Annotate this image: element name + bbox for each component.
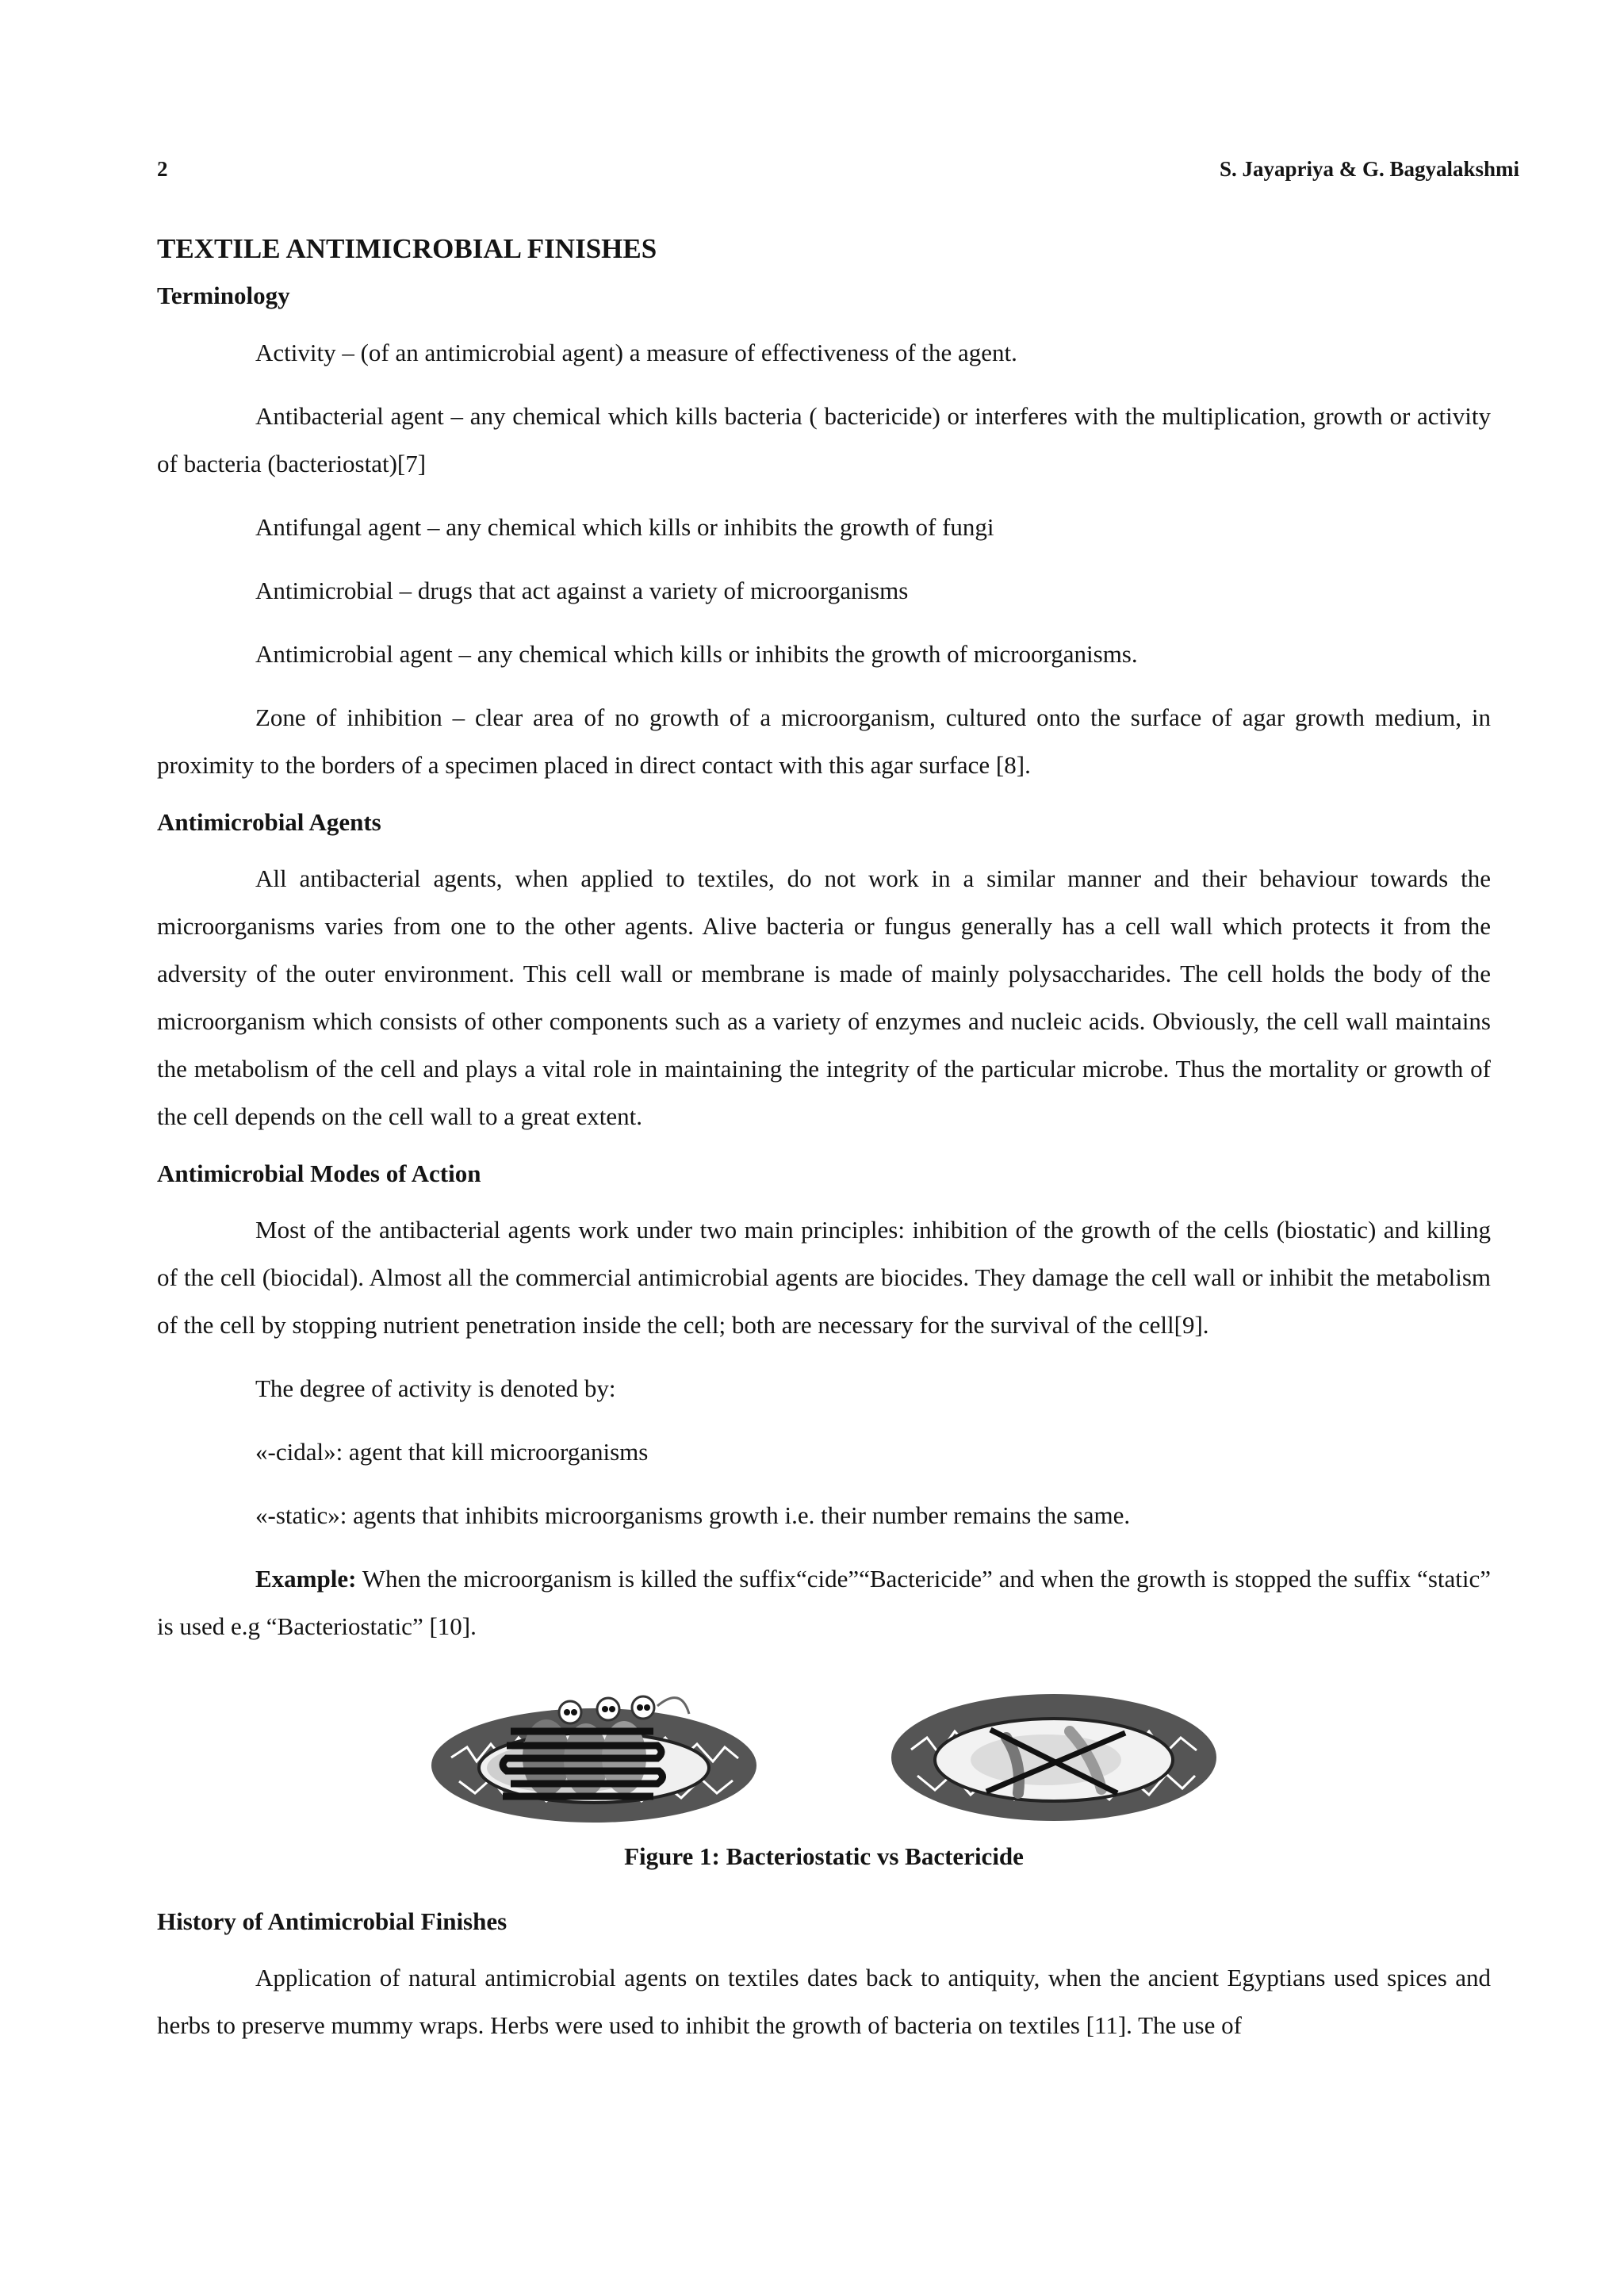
running-header <box>157 157 1519 182</box>
definition-activity: Activity – (of an antimicrobial agent) a measure of effectiveness of the agent. <box>255 338 1017 366</box>
agents-heading: Antimicrobial Agents <box>157 807 381 836</box>
page-number: 2 <box>157 157 168 181</box>
definition-antibacterial-agent: Antibacterial agent – any chemical which kills bacteria ( bactericide) or interferes with the multiplication, growth or activity of bacteria (bacteriostat)[7] <box>157 401 1491 477</box>
section-title: TEXTILE ANTIMICROBIAL FINISHES <box>157 233 657 264</box>
example-text: When the microorganism is killed the suffix“cide”“Bactericide” and when the growth is stopped the suffix “static” is used e.g “Bacteriostatic” [10]. <box>157 1565 1491 1641</box>
definition-zone-of-inhibition: Zone of inhibition – clear area of no growth of a microorganism, cultured onto the surface of agar growth medium, in proximity to the borders of a specimen placed in direct contact with this agar surface [8]. <box>157 703 1491 779</box>
modes-paragraph: Most of the antibacterial agents work under two main principles: inhibition of the growth of the cells (biostatic) and killing of the cell (biocidal). Almost all the commercial antimicrobial agents are biocides. They damage the cell wall or inhibit the metabolism of the cell by stopping nutrient penetration inside the cell; both are necessary for the survival of the cell[9]. <box>157 1216 1491 1340</box>
figure-caption: Figure 1: Bacteriostatic vs Bactericide <box>624 1842 1024 1871</box>
agents-paragraph: All antibacterial agents, when applied to textiles, do not work in a similar manner and their behaviour towards the microorganisms varies from one to the other agents. Alive bacteria or fungus generally has a cell wall which protects it from the adversity of the outer environment. This cell wall or membrane is made of mainly polysaccharides. The cell holds the body of the microorganism which consists of other components such as a variety of enzymes and nucleic acids. Obviously, the cell wall maintains the metabolism of the cell and plays a vital role in maintaining the integrity of the particular microbe. Thus the mortality or growth of the cell depends on the cell wall to a great extent. <box>157 864 1491 1131</box>
definition-antifungal-agent: Antifungal agent – any chemical which kills or inhibits the growth of fungi <box>255 512 994 541</box>
bactericide-dish-illustration <box>887 1682 1220 1825</box>
example-label: Example: <box>255 1565 357 1593</box>
cidal-definition: «-cidal»: agent that kill microorganisms <box>255 1438 649 1466</box>
definition-antimicrobial: Antimicrobial – drugs that act against a variety of microorganisms <box>255 576 909 604</box>
history-heading: History of Antimicrobial Finishes <box>157 1907 508 1935</box>
bacteriostatic-dish-illustration <box>427 1682 760 1825</box>
degree-intro: The degree of activity is denoted by: <box>255 1374 616 1403</box>
modes-heading: Antimicrobial Modes of Action <box>157 1159 481 1188</box>
terminology-heading: Terminology <box>157 282 290 310</box>
example-paragraph <box>157 1555 1491 1650</box>
main-content <box>157 230 1491 2065</box>
figure-1 <box>157 1682 1491 1825</box>
running-authors: S. Jayapriya & G. Bagyalakshmi <box>1219 157 1519 181</box>
history-paragraph: Application of natural antimicrobial agents on textiles dates back to antiquity, when the ancient Egyptians used spices and herbs to preserve mummy wraps. Herbs were used to inhibit the growth of bacteria on textiles [11]. The use of <box>157 1964 1491 2040</box>
definition-antimicrobial-agent: Antimicrobial agent – any chemical which kills or inhibits the growth of microorganisms. <box>255 639 1138 668</box>
static-definition: «-static»: agents that inhibits microorganisms growth i.e. their number remains the same. <box>255 1501 1131 1530</box>
